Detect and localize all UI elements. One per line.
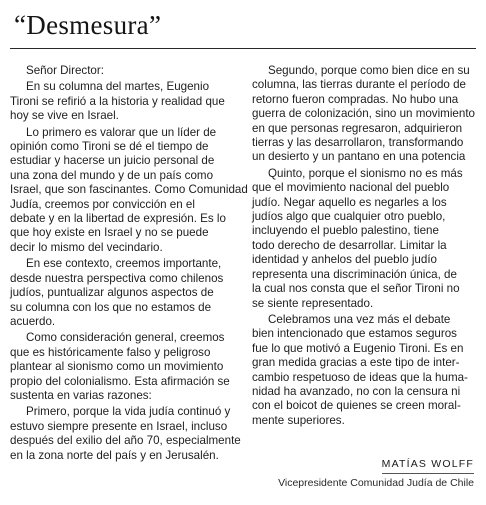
text-line: opinión como Tironi se dé el tiempo de [10, 140, 209, 154]
text-line: una zona del mundo y de un país como [10, 168, 214, 182]
paragraph [252, 64, 476, 165]
right-column [252, 64, 476, 430]
text-line: todo derecho de desarrollar. Limitar la [252, 238, 447, 252]
signature-block [252, 458, 474, 489]
text-line: cambio respetuoso de ideas que la huma- [252, 370, 468, 384]
text-line: estuvo siempre presente en Israel, incluso [10, 419, 228, 433]
letter-title: “Desmesura” [14, 10, 162, 40]
text-line: En ese contexto, creemos importante, [26, 257, 222, 271]
paragraph [252, 313, 476, 428]
text-line: judíos, puntualizar algunos aspectos de [10, 286, 214, 300]
text-line: judío. Negar aquello es negarles a los [252, 195, 447, 209]
text-line: tierras y las desarrollaron, transformando [252, 136, 464, 150]
text-line: Quinto, porque el sionismo no es más [268, 166, 463, 180]
text-line: mente superiores. [252, 413, 345, 427]
text-line: la cual nos consta que el señor Tironi no [252, 282, 460, 296]
text-line: se siente representado. [252, 296, 374, 310]
text-line: Celebramos una vez más el debate [268, 312, 451, 326]
text-line: Lo primero es valorar que un líder de [26, 125, 217, 139]
paragraph [252, 167, 476, 311]
text-line: en que personas regresaron, adquirieron [252, 121, 463, 135]
text-line: incluyendo el pueblo palestino, tiene [252, 224, 439, 238]
text-line: retorno fueron compradas. No hubo una [252, 92, 459, 106]
paragraph [10, 125, 248, 256]
text-line: identidad y anhelos del pueblo judío [252, 253, 438, 267]
paragraph [10, 331, 234, 403]
text-line: propio del colonialismo. Esta afirmación se [10, 374, 230, 388]
paragraph [10, 64, 234, 78]
text-line: bien intencionado que estamos seguros [252, 327, 457, 341]
text-line: En su columna del martes, Eugenio [26, 80, 210, 94]
text-line: su columna con los que no estamos de [10, 300, 212, 314]
text-line: Segundo, porque como bien dice en su [268, 64, 470, 77]
text-line: debate y en la libertad de expresión. Es lo [10, 212, 226, 226]
text-line: nidad ha avanzado, no con la censura ni [252, 384, 461, 398]
left-column [10, 64, 248, 465]
text-line: que es históricamente falso y peligroso [10, 345, 211, 359]
text-line: Señor Director: [26, 64, 104, 77]
text-line: después del exilio del año 70, especialmente [10, 434, 241, 448]
text-line: que el movimiento nacional del pueblo [252, 181, 450, 195]
text-line: representa una discriminación única, de [252, 267, 457, 281]
text-line: decir lo mismo del vecindario. [10, 240, 163, 254]
text-line: que hoy existe en Israel y no se puede [10, 226, 209, 240]
text-line: Primero, porque la vida judía continuó y [26, 405, 231, 419]
signature-role: Vicepresidente Comunidad Judía de Chile [278, 477, 474, 489]
signature-divider [382, 473, 474, 474]
title-divider [10, 48, 476, 49]
text-line: estudiar y hacerse un juicio personal de [10, 154, 215, 168]
text-line: hoy se vive en Israel. [10, 109, 119, 123]
text-line: Tironi se refirió a la historia y realidad que [10, 94, 225, 108]
signature-name: MATÍAS WOLFF [381, 458, 474, 470]
text-line: en la zona norte del país y en Jerusalén. [10, 448, 219, 462]
text-line: Como consideración general, creemos [26, 331, 225, 345]
text-line: plantear al sionismo como un movimiento [10, 360, 224, 374]
text-line: con el boicot de quienes se creen moral- [252, 399, 461, 413]
text-line: guerra de colonización, sino un movimiento [252, 107, 475, 121]
text-line: gran medida gracias a este tipo de inter- [252, 356, 460, 370]
text-line: acuerdo. [10, 314, 56, 328]
text-line: columna, las tierras durante el período de [252, 78, 466, 92]
text-line: un desierto y un pantano en una potencia [252, 150, 466, 164]
text-line: desde nuestra perspectiva como chilenos [10, 271, 224, 285]
paragraph [10, 257, 234, 329]
paragraph [10, 405, 241, 463]
text-line: fue lo que motivó a Eugenio Tironi. Es en [252, 341, 464, 355]
paragraph [10, 80, 234, 123]
text-line: Israel, que son fascinantes. Como Comunidad [10, 183, 248, 197]
text-line: Judía, creemos por convicción en el [10, 197, 195, 211]
text-line: sustenta en varias razones: [10, 388, 152, 402]
text-line: judíos algo que cualquier otro pueblo, [252, 210, 446, 224]
